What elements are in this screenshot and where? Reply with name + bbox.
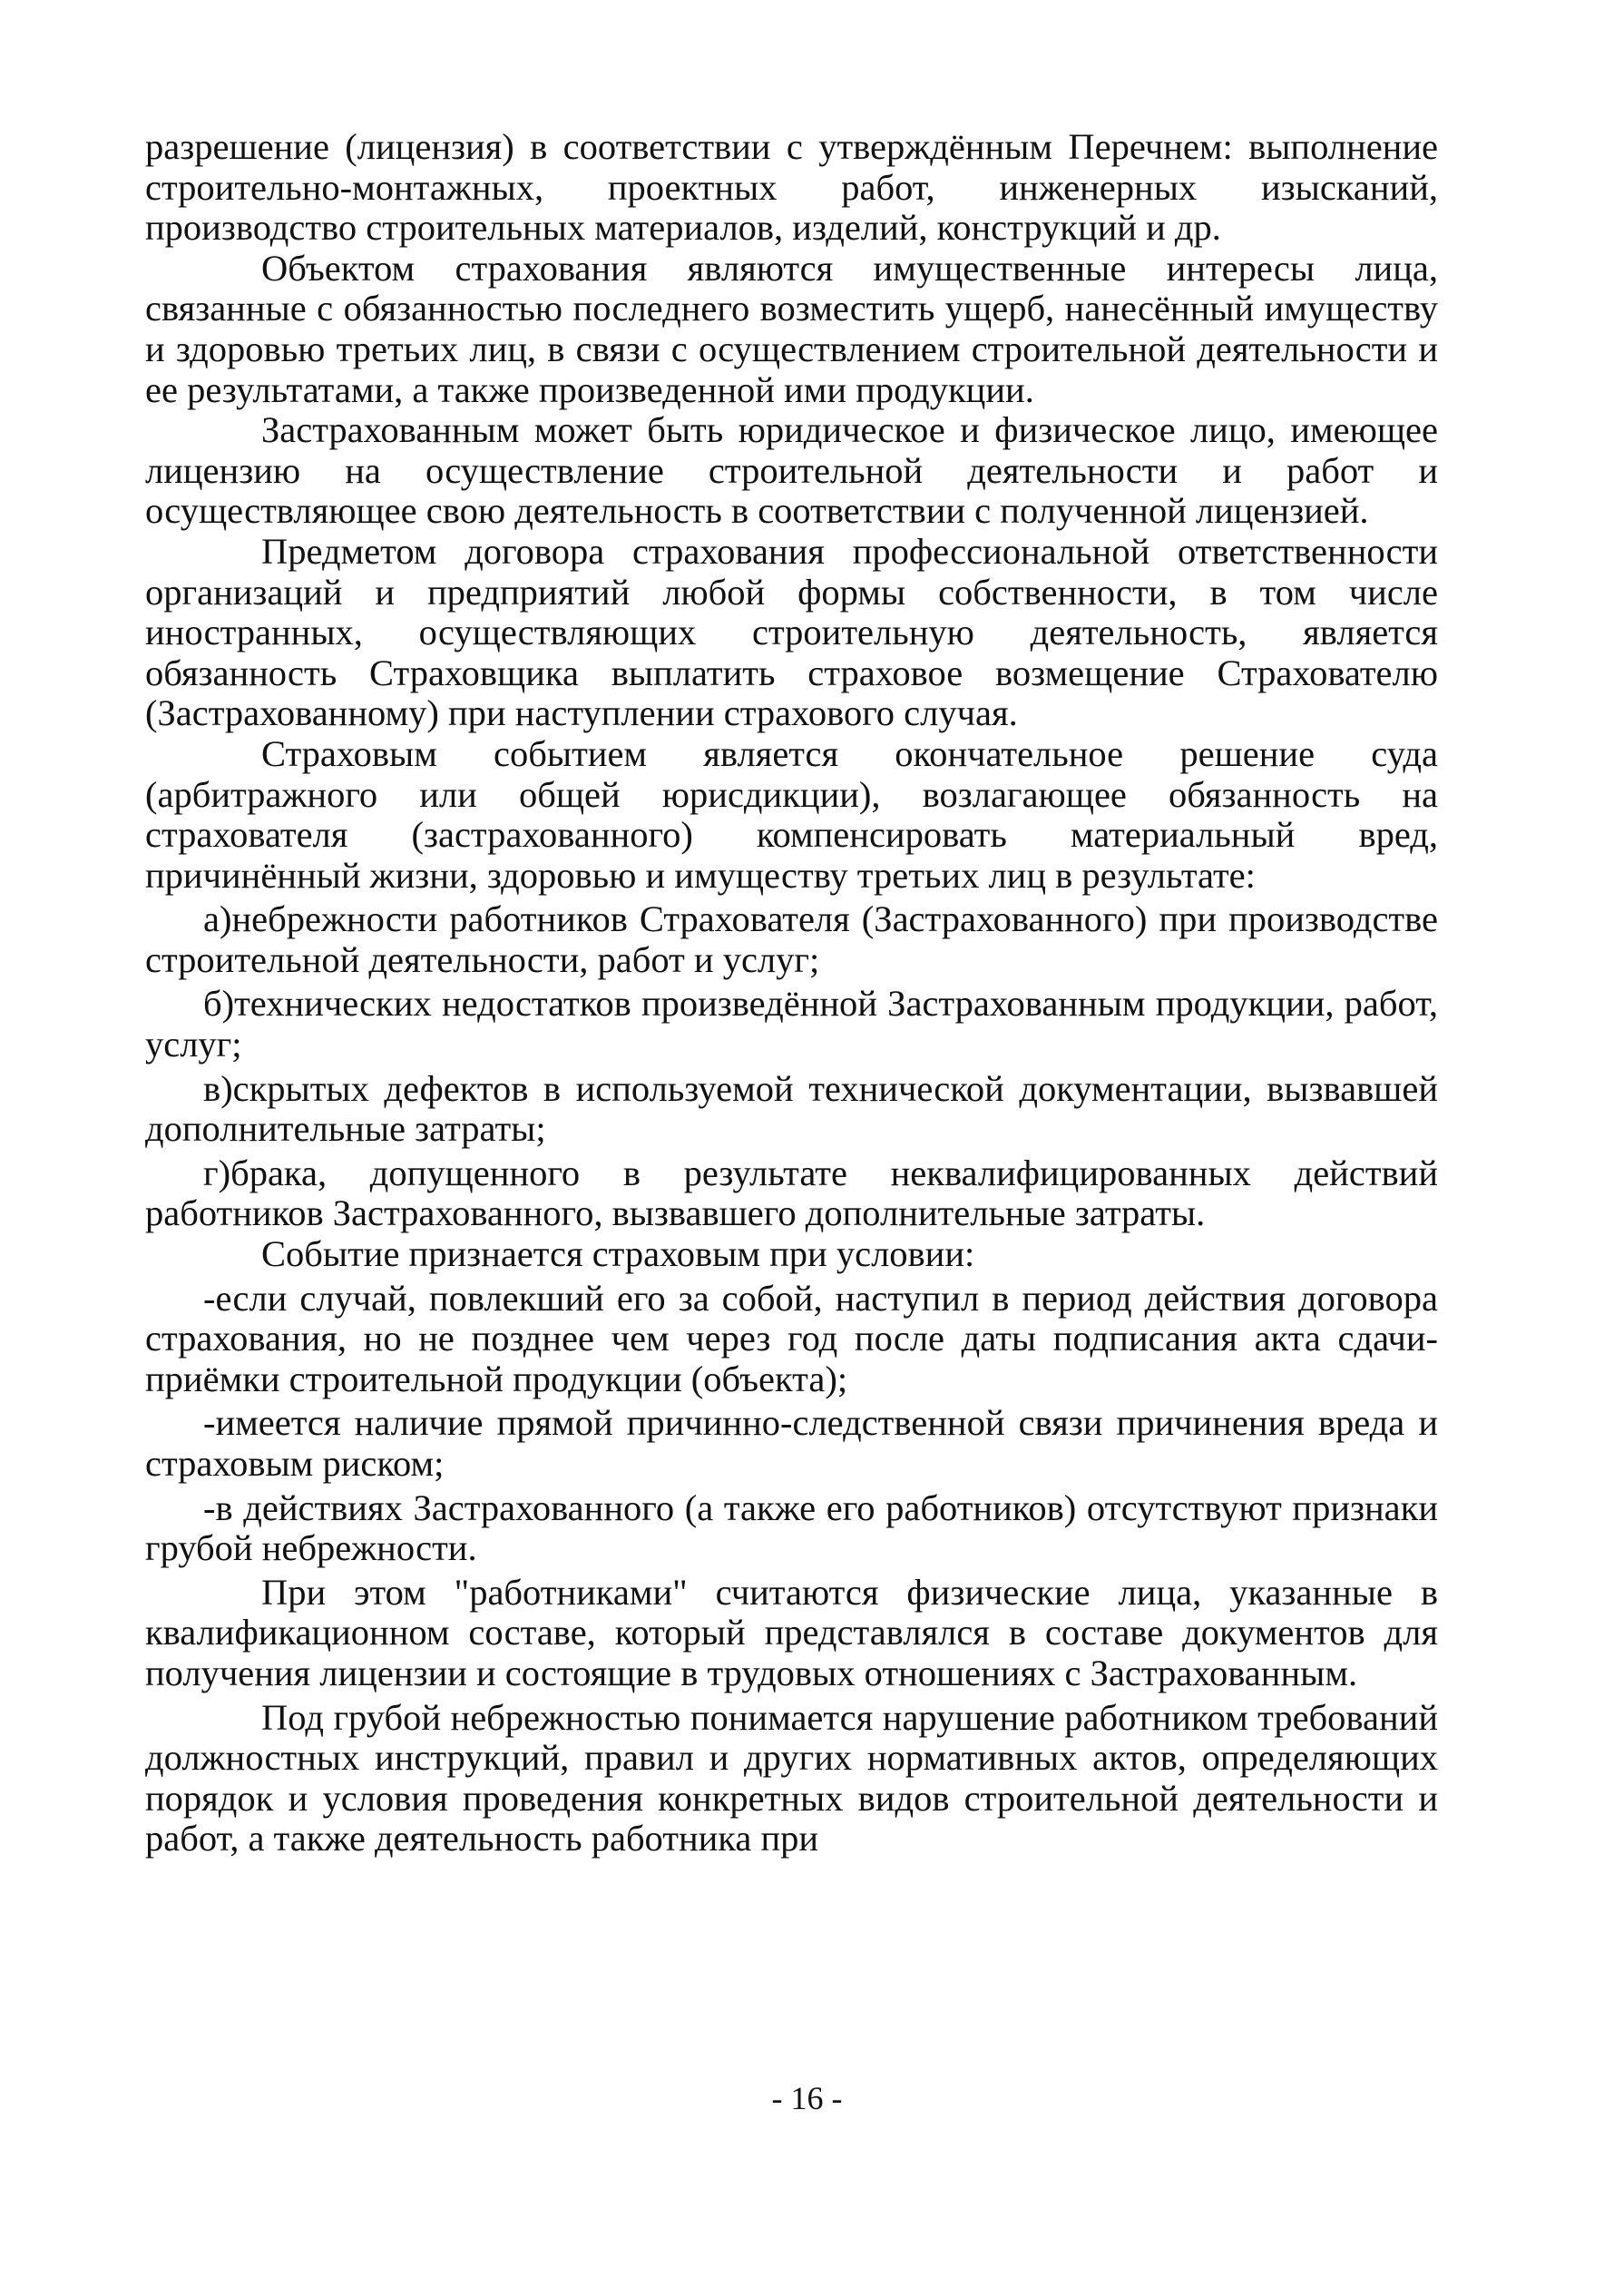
- paragraph-contract-subject: Предметом договора страхования профессиональной ответственности организаций и предприятий любой формы собственности, в том числе иностранных, осуществляющих строительную деятельность, является обязанность Страховщика выплатить страховое возмещение Страхователю (Застрахованному) при наступлении страхового случая.: [145, 530, 1438, 734]
- paragraph-workers-definition: При этом "работниками" считаются физические лица, указанные в квалификационном составе, который представлялся в составе документов для получения лицензии и состоящие в трудовых отношениях с Застрахованным.: [145, 1571, 1438, 1693]
- paragraph-conditions-intro: Событие признается страховым при условии:: [261, 1233, 975, 1275]
- paragraph-insured-event: Страховым событием является окончательное решение суда (арбитражного или общей юрисдикции), возлагающее обязанность на страхователя (застрахованного) компенсировать материальный вред, причинённый жизни, здоровью и имуществу третьих лиц в результате:: [145, 732, 1438, 896]
- paragraph-gross-negligence: Под грубой небрежностью понимается нарушение работником требований должностных инструкций, правил и других нормативных актов, определяющих порядок и условия проведения конкретных видов строительной деятельности и работ, а также деятельность работника при: [145, 1696, 1438, 1859]
- paragraph-insurance-object: Объектом страхования являются имущественные интересы лица, связанные с обязанностью последнего возместить ущерб, нанесённый имуществу и здоровью третьих лиц, в связи с осуществлением строительной деятельности и ее результатами, а также произведенной ими продукции.: [145, 247, 1438, 410]
- condition-item-2: -имеется наличие прямой причинно-следственной связи причинения вреда и страховым риском;: [145, 1402, 1438, 1484]
- document-body: [145, 127, 1438, 1859]
- paragraph-continuation: разрешение (лицензия) в соответствии с утверждённым Перечнем: выполнение строительно-монтажных, проектных работ, инженерных изысканий, производство строительных материалов, изделий, конструкций и др.: [145, 126, 1438, 249]
- page-number: - 16 -: [771, 2080, 843, 2116]
- list-item-g: г)брака, допущенного в результате неквалифицированных действий работников Застрахованного, вызвавшего дополнительные затраты.: [145, 1152, 1438, 1234]
- condition-item-3: -в действиях Застрахованного (а также его работников) отсутствуют признаки грубой небрежности.: [145, 1487, 1438, 1569]
- list-item-a: а)небрежности работников Страхователя (Застрахованного) при производстве строительной деятельности, работ и услуг;: [145, 898, 1438, 980]
- condition-item-1: -если случай, повлекший его за собой, наступил в период действия договора страхования, но не позднее чем через год после даты подписания акта сдачи-приёмки строительной продукции (объекта);: [145, 1277, 1438, 1399]
- list-item-v: в)скрытых дефектов в используемой технической документации, вызвавшей дополнительные затраты;: [145, 1067, 1438, 1150]
- list-item-b: б)технических недостатков произведённой Застрахованным продукции, работ, услуг;: [145, 983, 1438, 1065]
- paragraph-insured-party: Застрахованным может быть юридическое и физическое лицо, имеющее лицензию на осуществление строительной деятельности и работ и осуществляющее свою деятельность в соответствии с полученной лицензией.: [145, 409, 1438, 532]
